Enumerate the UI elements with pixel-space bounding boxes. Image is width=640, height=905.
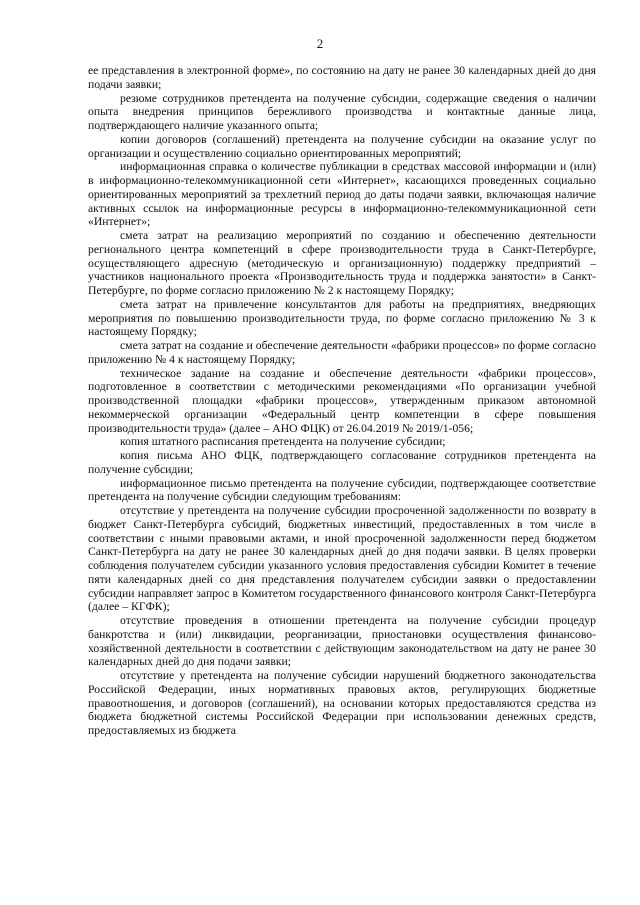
paragraph: отсутствие проведения в отношении претендента на получение субсидии процедур банкротства и (или) ликвидации, реорганизации, приостановки осуществления финансово-хозяйственной деятельности в соответствии с действующим законодательством на дату не ранее 30 календарных дней до дня подачи заявки; [88, 614, 596, 669]
paragraph: смета затрат на реализацию мероприятий по созданию и обеспечению деятельности регионального центра компетенций в сфере производительности труда в Санкт-Петербурге, осуществляющего адресную (методическую и организационную) поддержку предприятий – участников национального проекта «Производительность труда и поддержка занятости» в Санкт-Петербурге, по форме согласно приложению № 2 к настоящему Порядку; [88, 229, 596, 297]
paragraph: информационная справка о количестве публикации в средствах массовой информации и (или) в информационно-телекоммуникационной сети «Интернет», касающихся проведенных социально ориентированных мероприятий за трехлетний период до даты подачи заявки, включающая наличие активных ссылок на информационные ресурсы в информационно-телекоммуникационной сети «Интернет»; [88, 160, 596, 229]
paragraph: копия письма АНО ФЦК, подтверждающего согласование сотрудников претендента на получение субсидии; [88, 449, 596, 476]
paragraph: информационное письмо претендента на получение субсидии, подтверждающее соответствие претендента на получение субсидии следующим требованиям: [88, 476, 596, 504]
paragraph: копии договоров (соглашений) претендента на получение субсидии на оказание услуг по организации и осуществлению социально ориентированных мероприятий; [88, 132, 596, 160]
paragraph: резюме сотрудников претендента на получение субсидии, содержащие сведения о наличии опыта внедрения принципов бережливого производства и контактные данные лица, подтверждающего наличие указанного опыта; [88, 91, 596, 132]
paragraph: смета затрат на создание и обеспечение деятельности «фабрики процессов» по форме согласно приложению № 4 к настоящему Порядку; [88, 339, 596, 366]
paragraph: копия штатного расписания претендента на получение субсидии; [120, 435, 446, 449]
paragraph: смета затрат на привлечение консультантов для работы на предприятиях, внедряющих мероприятия по повышению производительности труда, по форме согласно приложению № 3 к настоящему Порядку; [88, 297, 596, 339]
paragraph: отсутствие у претендента на получение субсидии просроченной задолженности по возврату в бюджет Санкт-Петербурга субсидий, бюджетных инвестиций, предоставленных в том числе в соответствии с иными правовыми актами, и иной просроченной задолженности перед бюджетом Санкт-Петербурга на дату не ранее 30 календарных дней до дня подачи заявки. В целях проверки соблюдения получателем субсидии указанного условия предоставления субсидии Комитет в течение пяти календарных дней со дня представления получателем субсидии заявки о предоставлении субсидии направляет запрос в Комитетом государственного финансового контроля Санкт-Петербурга (далее – КГФК); [88, 504, 596, 614]
paragraph: ее представления в электронной форме», по состоянию на дату не ранее 30 календарных дней до дня подачи заявки; [88, 64, 596, 91]
page-number: 2 [316, 36, 324, 51]
document-body [88, 64, 596, 738]
paragraph: техническое задание на создание и обеспечение деятельности «фабрики процессов», подготовленное в соответствии с методическими рекомендациями «По организации учебной производственной площадки «фабрики процессов», утвержденным приказом автономной некоммерческой организации «Федеральный центр компетенции в сфере повышения производительности труда» (далее – АНО ФЦК) от 26.04.2019 № 2019/1-056; [88, 366, 596, 435]
paragraph: отсутствие у претендента на получение субсидии нарушений бюджетного законодательства Российской Федерации, иных нормативных правовых актов, регулирующих бюджетные правоотношения, и договоров (соглашений), на основании которых предоставляются средства из бюджета бюджетной системы Российской Федерации при использовании денежных средств, предоставляемых из бюджета [88, 669, 596, 737]
